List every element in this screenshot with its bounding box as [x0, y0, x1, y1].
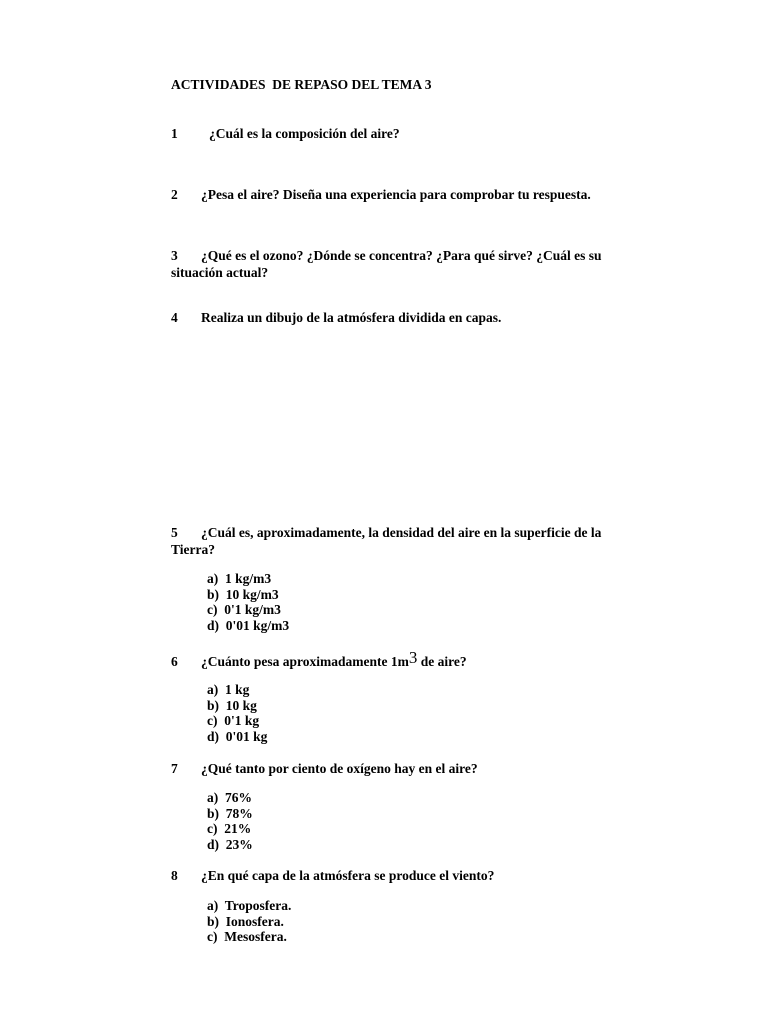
- question-8-options: [207, 898, 291, 945]
- option-a: a) 1 kg: [207, 682, 250, 697]
- question-6-options: [207, 682, 267, 744]
- option-a: a) 76%: [207, 790, 252, 805]
- option-b: b) 10 kg/m3: [207, 586, 279, 602]
- question-2: [171, 186, 641, 203]
- superscript-exponent: 3: [408, 648, 418, 667]
- question-number: 8: [171, 868, 178, 883]
- question-number: 2: [171, 187, 178, 202]
- question-text: ¿Qué es el ozono? ¿Dónde se concentra? ¿Para qué sirve? ¿Cuál es su situación actual?: [171, 248, 605, 280]
- option-b: b) Ionosfera.: [207, 913, 284, 929]
- option-b: b) 78%: [207, 805, 253, 821]
- question-number: 4: [171, 310, 178, 325]
- question-text-after: de aire?: [417, 654, 467, 669]
- question-text-before: ¿Cuánto pesa aproximadamente 1m: [201, 654, 409, 669]
- question-number: 6: [171, 654, 178, 669]
- question-number: 1: [171, 126, 178, 141]
- question-8: [171, 867, 641, 884]
- question-text: ¿Cuál es, aproximadamente, la densidad del aire en la superficie de la Tierra?: [171, 525, 605, 557]
- option-c: c) 0'1 kg/m3: [207, 602, 281, 618]
- question-3: [171, 247, 641, 281]
- option-a: a) Troposfera.: [207, 898, 292, 913]
- question-text: ¿Qué tanto por ciento de oxígeno hay en el aire?: [201, 761, 478, 776]
- question-number: 7: [171, 761, 178, 776]
- option-c: c) 0'1 kg: [207, 713, 260, 729]
- question-number: 3: [171, 248, 178, 263]
- option-c: c) 21%: [207, 821, 252, 837]
- question-number: 5: [171, 525, 178, 540]
- question-7: [171, 760, 641, 777]
- option-d: d) 0'01 kg/m3: [207, 617, 290, 633]
- question-text: ¿Pesa el aire? Diseña una experiencia para comprobar tu respuesta.: [201, 187, 591, 202]
- question-7-options: [207, 790, 253, 852]
- question-5: [171, 524, 641, 558]
- option-d: d) 23%: [207, 836, 253, 852]
- question-text: ¿Cuál es la composición del aire?: [209, 126, 400, 141]
- option-b: b) 10 kg: [207, 697, 257, 713]
- question-text: ¿En qué capa de la atmósfera se produce el viento?: [201, 868, 495, 883]
- option-d: d) 0'01 kg: [207, 728, 268, 744]
- option-c: c) Mesosfera.: [207, 929, 287, 945]
- question-text: Realiza un dibujo de la atmósfera dividida en capas.: [201, 310, 502, 325]
- question-4: [171, 309, 641, 326]
- question-6: [171, 648, 641, 670]
- option-a: a) 1 kg/m3: [207, 571, 272, 586]
- question-5-options: [207, 571, 289, 633]
- question-1: [171, 125, 641, 142]
- page-title: ACTIVIDADES DE REPASO DEL TEMA 3: [171, 77, 432, 92]
